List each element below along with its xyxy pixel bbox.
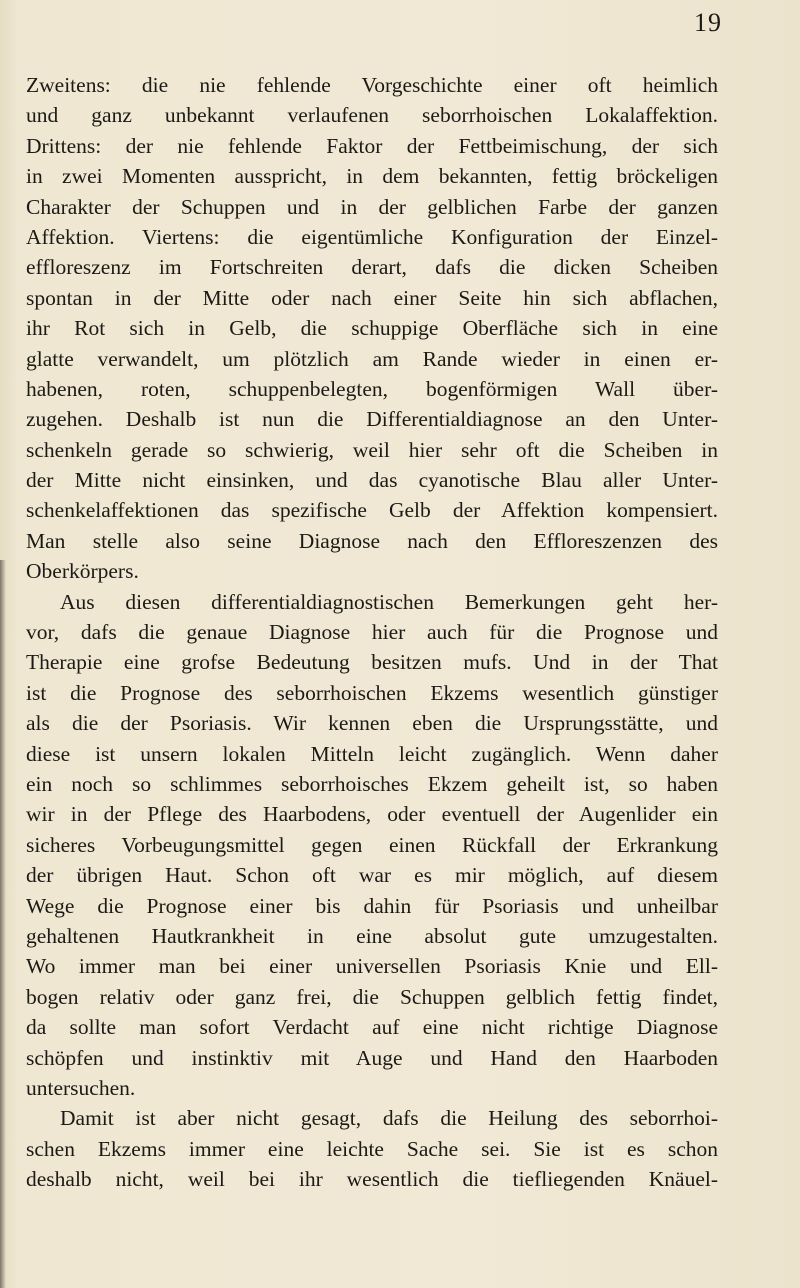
text-line: Charakter der Schuppen und in der gelblichen Farbe der ganzen — [26, 194, 718, 219]
text-line: sicheres Vorbeugungsmittel gegen einen Rückfall der Erkrankung — [26, 832, 718, 857]
text-line: der übrigen Haut. Schon oft war es mir möglich, auf diesem — [26, 863, 718, 888]
text-line: schenkeln gerade so schwierig, weil hier sehr oft die Scheiben in — [26, 437, 718, 462]
text-line: vor, dafs die genaue Diagnose hier auch für die Prognose und — [26, 620, 718, 645]
text-line: gehaltenen Hautkrankheit in eine absolut gute umzugestalten. — [26, 923, 718, 948]
text-line: wir in der Pflege des Haarbodens, oder eventuell der Augenlider ein — [26, 802, 718, 827]
body-text — [26, 70, 718, 1194]
text-line: glatte verwandelt, um plötzlich am Rande wieder in einen er- — [26, 346, 718, 371]
text-line: als die der Psoriasis. Wir kennen eben die Ursprungsstätte, und — [26, 711, 718, 736]
text-line: ihr Rot sich in Gelb, die schuppige Oberfläche sich in eine — [26, 316, 718, 341]
text-line: Drittens: der nie fehlende Faktor der Fettbeimischung, der sich — [26, 133, 718, 158]
text-line: Damit ist aber nicht gesagt, dafs die Heilung des seborrhoi- — [60, 1106, 718, 1131]
text-line: Oberkörpers. — [26, 559, 139, 584]
text-line: effloreszenz im Fortschreiten derart, dafs die dicken Scheiben — [26, 255, 718, 280]
text-line: Aus diesen differentialdiagnostischen Bemerkungen geht her- — [60, 589, 718, 614]
text-line: schen Ekzems immer eine leichte Sache sei. Sie ist es schon — [26, 1136, 718, 1161]
page-number: 19 — [694, 8, 722, 37]
text-line: deshalb nicht, weil bei ihr wesentlich die tiefliegenden Knäuel- — [26, 1167, 718, 1192]
text-line: untersuchen. — [26, 1075, 136, 1100]
text-line: Wo immer man bei einer universellen Psoriasis Knie und Ell- — [26, 954, 718, 979]
text-line: bogen relativ oder ganz frei, die Schuppen gelblich fettig findet, — [26, 984, 718, 1009]
text-line: diese ist unsern lokalen Mitteln leicht zugänglich. Wenn daher — [26, 741, 718, 766]
text-line: Therapie eine grofse Bedeutung besitzen mufs. Und in der That — [26, 650, 718, 675]
text-line: Wege die Prognose einer bis dahin für Psoriasis und unheilbar — [26, 893, 718, 918]
text-line: schenkelaffektionen das spezifische Gelb der Affektion kompensiert. — [26, 498, 718, 523]
text-line: in zwei Momenten ausspricht, in dem bekannten, fettig bröckeligen — [26, 164, 718, 189]
text-line: schöpfen und instinktiv mit Auge und Hand den Haarboden — [26, 1045, 718, 1070]
text-line: da sollte man sofort Verdacht auf eine nicht richtige Diagnose — [26, 1015, 718, 1040]
page-edge-shadow — [0, 560, 6, 1288]
text-line: und ganz unbekannt verlaufenen seborrhoischen Lokalaffektion. — [26, 103, 718, 128]
text-line: habenen, roten, schuppenbelegten, bogenförmigen Wall über- — [26, 376, 718, 401]
text-line: ein noch so schlimmes seborrhoisches Ekzem geheilt ist, so haben — [26, 771, 718, 796]
text-line: Man stelle also seine Diagnose nach den Effloreszenzen des — [26, 528, 718, 553]
text-line: spontan in der Mitte oder nach einer Seite hin sich abflachen, — [26, 285, 718, 310]
text-line: Affektion. Viertens: die eigentümliche Konfiguration der Einzel- — [26, 224, 718, 249]
text-line: der Mitte nicht einsinken, und das cyanotische Blau aller Unter- — [26, 468, 718, 493]
text-line: Zweitens: die nie fehlende Vorgeschichte einer oft heimlich — [26, 73, 718, 97]
text-line: zugehen. Deshalb ist nun die Differentialdiagnose an den Unter- — [26, 407, 718, 432]
text-line: ist die Prognose des seborrhoischen Ekzems wesentlich günstiger — [26, 680, 718, 705]
